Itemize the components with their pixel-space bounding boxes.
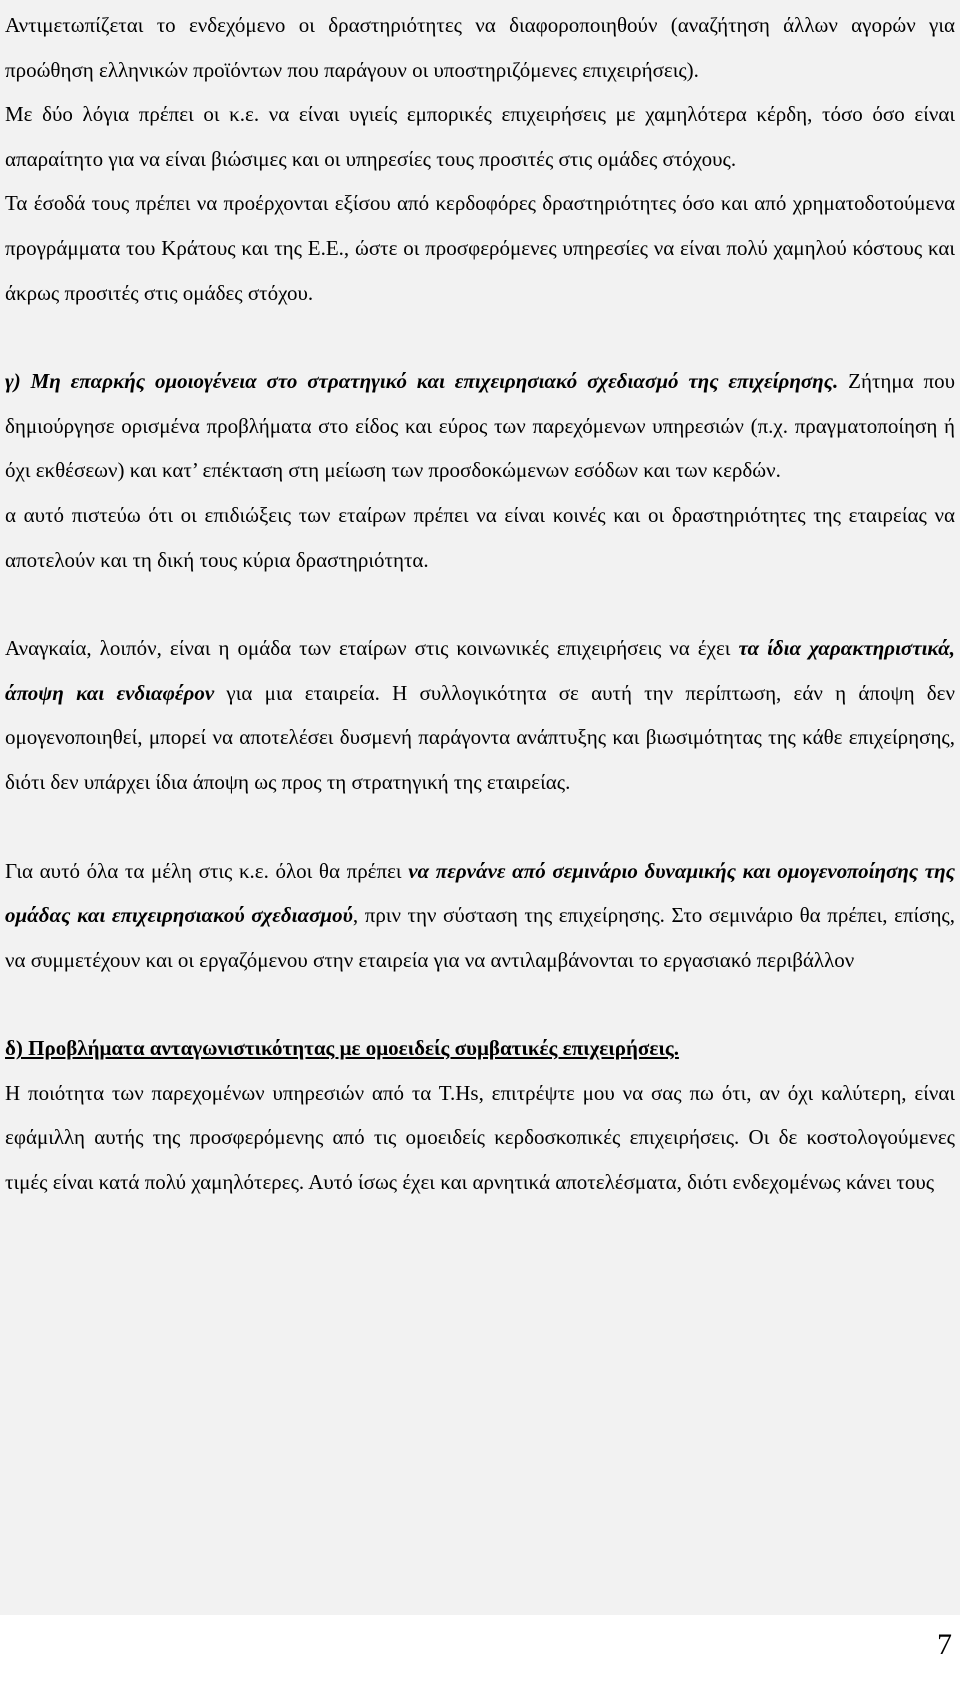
page-number: 7 [937, 1628, 952, 1661]
paragraph-seminar-emphasis: να περνάνε από σεμινάριο δυναμικής και ομογενοποίησης της ομάδας και επιχειρησιακού σχεδιασμού [5, 858, 955, 928]
paragraph-partner-group-emphasis: τα ίδια χαρακτηριστικά, άποψη και ενδιαφέρον [5, 636, 956, 705]
paragraph-homogeneity [5, 359, 955, 493]
paragraph-revenue-sources: Τα έσοδά τους πρέπει να προέρχονται εξίσου από κερδοφόρες δραστηριότητες όσο και από χρηματοδοτούμενα προγράμματα του Κράτους και της Ε.Ε., ώστε οι προσφερόμενες υπηρεσίες να είναι πολύ χαμηλού κόστους και άκρως προσιτές στις ομάδες στόχου. [5, 191, 955, 305]
paragraph-service-quality: Η ποιότητα των παρεχομένων υπηρεσιών από τα Τ.Ηs, επιτρέψτε μου να σας πω ότι, αν όχι καλύτερη, είναι εφάμιλλη αυτής της προσφερόμενης από τις ομοειδείς κερδοσκοπικές επιχειρήσεις. Οι δε κοστολογούμενες τιμές είναι κατά πολύ χαμηλότερες. Αυτό ίσως έχει και αρνητικά αποτελέσματα, διότι ενδεχομένως κάνει τους [5, 1080, 955, 1195]
document-body [5, 0, 955, 1205]
paragraph-partner-group [5, 626, 955, 804]
paragraph-partner-group-text-2: για μια εταιρεία. Η συλλογικότητα σε αυτή την περίπτωση, εάν η άποψη δεν ομογενοποιηθεί, μπορεί να αποτελέσει δυσμενή παράγοντα ανάπτυξης και βιωσιμότητας της κάθε επιχείρησης, διότι δεν υπάρχει ίδια άποψη ως προς τη στρατηγική της εταιρείας. [5, 680, 955, 794]
paragraph-seminar-text-2: , πριν την σύσταση της επιχείρησης. Στο σεμινάριο θα πρέπει, επίσης, να συμμετέχουν και οι εργαζόμενου στην εταιρεία για να αντιλαμβάνονται το εργασιακό περιβάλλον [5, 903, 956, 972]
paragraph-seminar [5, 849, 955, 983]
section-heading-c: γ) Μη επαρκής ομοιογένεια στο στρατηγικό και επιχειρησιακό σχεδιασμό της επιχείρησης. [5, 369, 839, 394]
paragraph-partner-group-text-1: Αναγκαία, λοιπόν, είναι η ομάδα των εταίρων στις κοινωνικές επιχειρήσεις να έχει [5, 636, 739, 661]
paragraph-healthy-enterprises: Με δύο λόγια πρέπει οι κ.ε. να είναι υγιείς εμπορικές επιχειρήσεις με χαμηλότερα κέρδη, τόσο όσο είναι απαραίτητο για να είναι βιώσιμες και οι υπηρεσίες τους προσιτές στις ομάδες στόχους. [5, 102, 955, 171]
paragraph-seminar-text-1: Για αυτό όλα τα μέλη στις κ.ε. όλοι θα πρέπει [5, 858, 409, 883]
paragraph-diversification: Αντιμετωπίζεται το ενδεχόμενο οι δραστηριότητες να διαφοροποιηθούν (αναζήτηση άλλων αγορών για προώθηση ελληνικών προϊόντων που παράγουν οι υποστηριζόμενες επιχειρήσεις). [5, 13, 955, 82]
section-heading-d: δ) Προβλήματα ανταγωνιστικότητας με ομοειδείς συμβατικές επιχειρήσεις. [5, 1036, 679, 1061]
paragraph-partner-goals: α αυτό πιστεύω ότι οι επιδιώξεις των εταίρων πρέπει να είναι κοινές και οι δραστηριότητες της εταιρείας να αποτελούν και τη δική τους κύρια δραστηριότητα. [5, 502, 955, 572]
paragraph-homogeneity-text: Ζήτημα που δημιούργησε ορισμένα προβλήματα στο είδος και εύρος των παρεχόμενων υπηρεσιών (π.χ. πραγματοποίηση ή όχι εκθέσεων) και κατ’ επέκταση στη μείωση των προσδοκώμενων εσόδων και των κερδών. [5, 369, 955, 483]
